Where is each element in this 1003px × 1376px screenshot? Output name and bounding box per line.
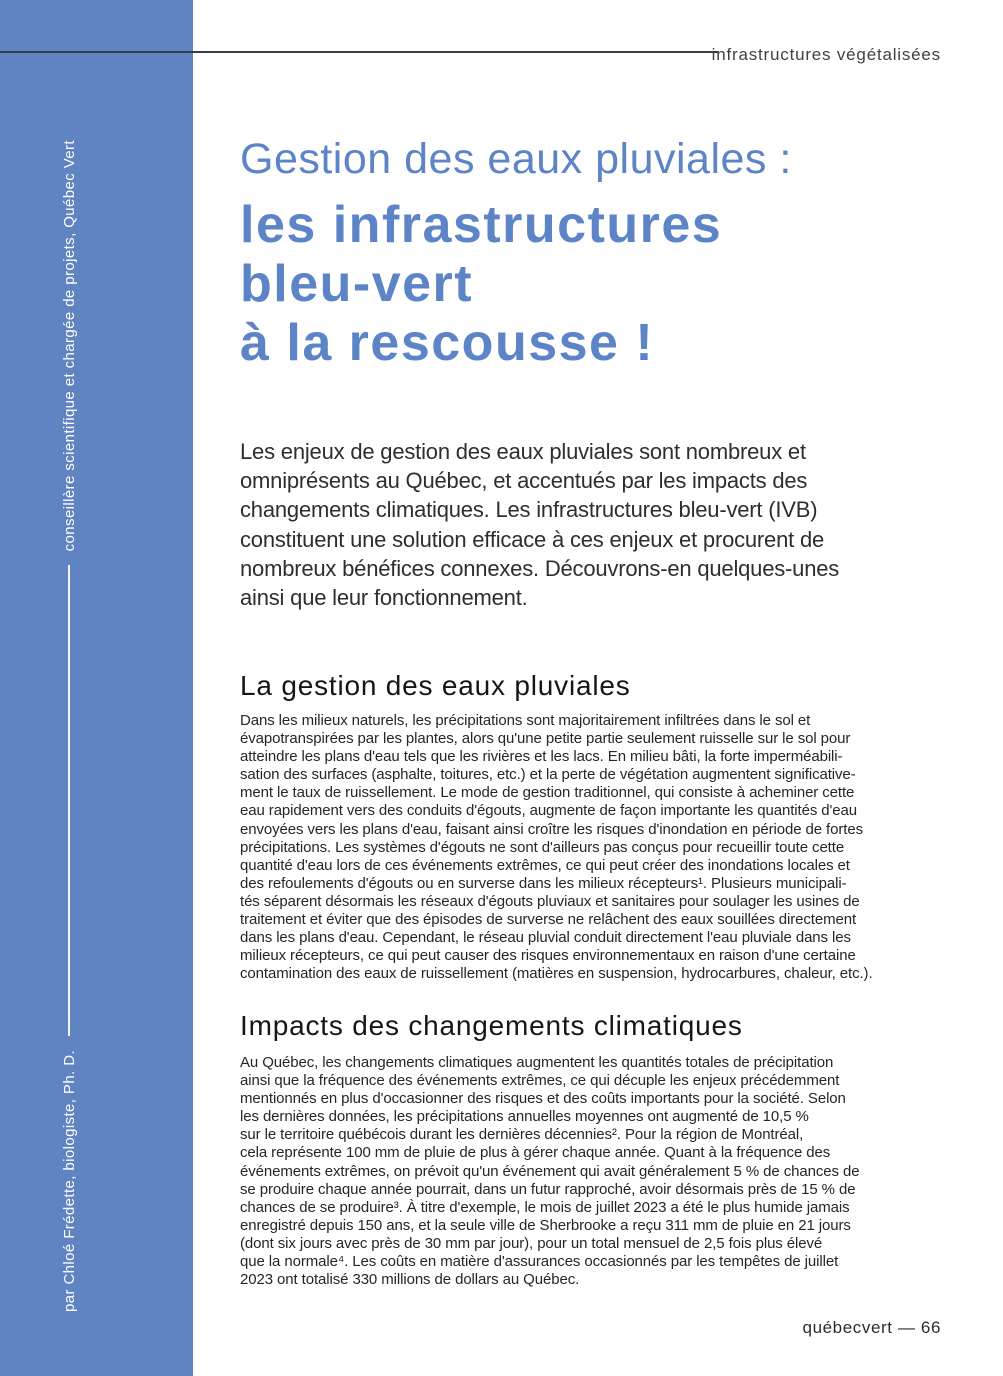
text-line: nombreux bénéfices connexes. Découvrons-en quelques-unes — [240, 555, 840, 581]
text-line: mentionnés en plus d'occasionner des risques et des coûts importants pour la société. Selon — [240, 1090, 846, 1108]
text-line: ainsi que la fréquence des événements extrêmes, ce qui décuple les enjeux précédemment — [240, 1072, 840, 1090]
text-line: (dont six jours avec près de 30 mm par jour), pour un total mensuel de 2,5 fois plus élevé — [240, 1234, 823, 1252]
text-line: se produire chaque année pourrait, dans un futur rapproché, avoir désormais près de 15 % de — [240, 1180, 856, 1198]
text-line: précipitations. Les systèmes d'égouts ne sont d'ailleurs pas conçus pour recueillir toute cette — [240, 838, 845, 856]
text-line: constituent une solution efficace à ces enjeux et procurent de — [240, 526, 825, 552]
page-number: 66 — [920, 1318, 941, 1337]
text-line: quantité d'eau lors de ces événements extrêmes, ce qui peut créer des inondations locales et — [240, 856, 850, 874]
text-line: Les enjeux de gestion des eaux pluviales sont nombreux et — [240, 439, 806, 464]
text-line: tés séparent désormais les réseaux d'égouts pluviaux et sanitaires pour soulager les usines de — [240, 892, 860, 910]
text-line: évapotranspirées par les plantes, alors qu'une petite partie seulement ruisselle sur le sol pour — [240, 730, 851, 748]
magazine-name: québecvert — [802, 1318, 893, 1337]
lead-paragraph — [240, 437, 839, 612]
text-line: enregistré depuis 150 ans, et la seule ville de Sherbrooke a reçu 311 mm de pluie en 21 jours — [240, 1216, 851, 1234]
text-line: Au Québec, les changements climatiques augmentent les quantités totales de précipitation — [240, 1054, 834, 1071]
text-line: omniprésents au Québec, et accentués par les impacts des — [240, 468, 808, 494]
text-line: bleu-vert — [240, 255, 474, 313]
page-footer — [803, 1318, 941, 1338]
text-line: sur le territoire québécois durant les dernières décennies². Pour la région de Montréal, — [240, 1126, 804, 1144]
text-line: contamination des eaux de ruissellement (matières en suspension, hydrocarbures, chaleur, etc.). — [240, 965, 873, 983]
text-line: les dernières données, les précipitations annuelles moyennes ont augmenté de 10,5 % — [240, 1108, 809, 1126]
text-line: eau rapidement vers des conduits d'égouts, augmente de façon importante les quantités d'eau — [240, 802, 858, 820]
byline-role: conseillère scientifique et chargée de projets, Québec Vert — [60, 140, 78, 552]
sidebar-band — [0, 0, 193, 1376]
section-heading-climate-impacts: Impacts des changements climatiques — [240, 1010, 743, 1041]
text-line: Dans les milieux naturels, les précipitations sont majoritairement infiltrées dans le sol et — [240, 712, 811, 729]
text-line: cela représente 100 mm de pluie de plus à gérer chaque année. Quant à la fréquence des — [240, 1144, 831, 1162]
section-paragraph-climate-impacts — [240, 1054, 859, 1289]
text-line: à la rescousse ! — [240, 314, 655, 372]
text-line: que la normale⁴. Les coûts en matière d'assurances occasionnés par les tempêtes de juillet — [240, 1253, 839, 1271]
text-line: sation des surfaces (asphalte, toitures, etc.) et la perte de végétation augmentent significative- — [240, 766, 856, 784]
text-line: atteindre les plans d'eau tels que les rivières et les lacs. En milieu bâti, la forte imperméabili- — [240, 748, 843, 766]
author-byline — [56, 140, 82, 1312]
text-line: changements climatiques. Les infrastructures bleu-vert (IVB) — [240, 497, 818, 523]
section-tagline: infrastructures végétalisées — [711, 45, 941, 64]
section-heading-stormwater: La gestion des eaux pluviales — [240, 670, 631, 701]
text-line: événements extrêmes, on prévoit qu'un événement qui avait généralement 5 % de chances de — [240, 1162, 860, 1180]
text-line: 2023 ont totalisé 330 millions de dollars au Québec. — [240, 1271, 580, 1289]
text-line: ment le taux de ruissellement. Le mode de gestion traditionnel, qui consiste à acheminer cette — [240, 784, 855, 802]
section-paragraph-stormwater — [240, 712, 873, 983]
text-line: les infrastructures — [240, 196, 723, 254]
article-title-kicker: Gestion des eaux pluviales : — [240, 135, 792, 183]
text-line: traitement et éviter que des épisodes de surverse ne relâchent des eaux souillées directement — [240, 911, 857, 929]
text-line: ainsi que leur fonctionnement. — [240, 585, 528, 611]
byline-author: par Chloé Frédette, biologiste, Ph. D. — [60, 1050, 78, 1312]
header-rule-line — [0, 51, 718, 53]
text-line: milieux récepteurs, ce qui peut causer des risques environnementaux en raison d'une certaine — [240, 947, 856, 965]
byline-divider-line — [68, 565, 70, 1036]
text-line: des refoulements d'égouts ou en surverse dans les milieux récepteurs¹. Plusieurs municipali- — [240, 874, 847, 892]
article-title-main — [240, 196, 722, 373]
text-line: chances de se produire³. À titre d'exemple, le mois de juillet 2023 a été le plus humide jamais — [240, 1198, 850, 1216]
footer-separator: — — [892, 1318, 921, 1337]
text-line: dans les plans d'eau. Cependant, le réseau pluvial conduit directement l'eau pluviale dans les — [240, 929, 851, 947]
text-line: envoyées vers les plans d'eau, faisant ainsi croître les risques d'inondation en période de fortes — [240, 820, 863, 838]
